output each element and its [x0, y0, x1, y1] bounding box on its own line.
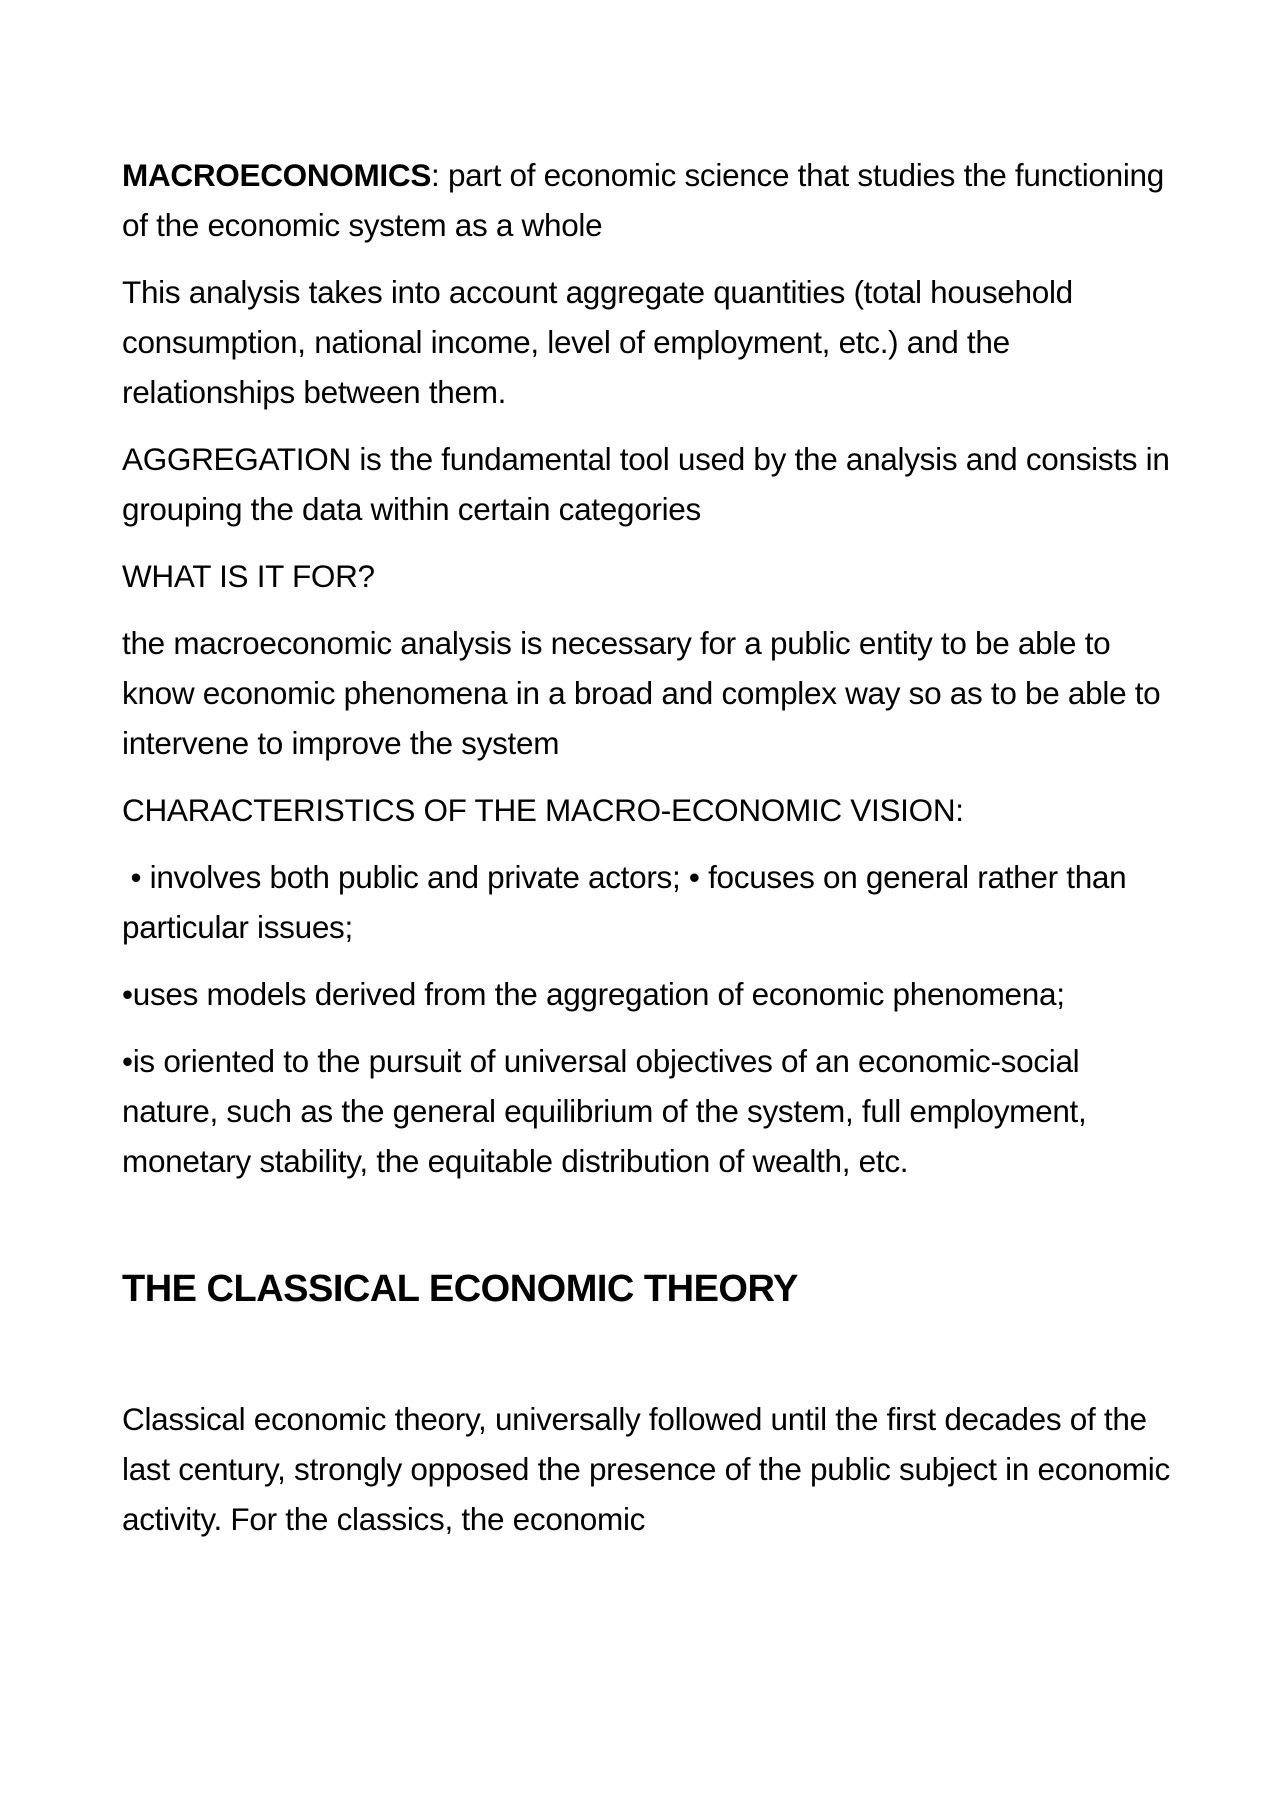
definition-term: MACROECONOMICS — [122, 157, 432, 193]
section-heading: THE CLASSICAL ECONOMIC THEORY — [122, 1268, 798, 1310]
what-is-it-for-line: WHAT IS IT FOR? — [122, 558, 375, 594]
definition-paragraph — [122, 150, 1172, 250]
aggregation-paragraph: AGGREGATION is the fundamental tool used by the analysis and consists in grouping the data within certain categories — [122, 441, 1170, 527]
bullet-paragraph-actors: • involves both public and private actors; • focuses on general rather than particular issues; — [122, 859, 1135, 945]
aggregate-quantities-paragraph: This analysis takes into account aggregate quantities (total household consumption, national income, level of employment, etc.) and the relationships between them. — [122, 274, 1073, 410]
document-page — [122, 150, 1172, 1561]
characteristics-label: CHARACTERISTICS OF THE MACRO-ECONOMIC VISION: — [122, 792, 964, 828]
bullet-paragraph-objectives: •is oriented to the pursuit of universal objectives of an economic-social nature, such as the general equilibrium of the system, full employment, monetary stability, the equitable distribution of wealth, etc. — [122, 1043, 1087, 1179]
definition-text: : part of economic science that studies the functioning of the economic system as a whole — [122, 157, 1164, 243]
bullet-paragraph-models: •uses models derived from the aggregation of economic phenomena; — [122, 976, 1065, 1012]
purpose-paragraph: the macroeconomic analysis is necessary for a public entity to be able to know economic phenomena in a broad and complex way so as to be able to intervene to improve the system — [122, 625, 1161, 761]
classical-theory-paragraph: Classical economic theory, universally followed until the first decades of the last century, strongly opposed the presence of the public subject in economic activity. For the classics, the economic — [122, 1401, 1170, 1537]
